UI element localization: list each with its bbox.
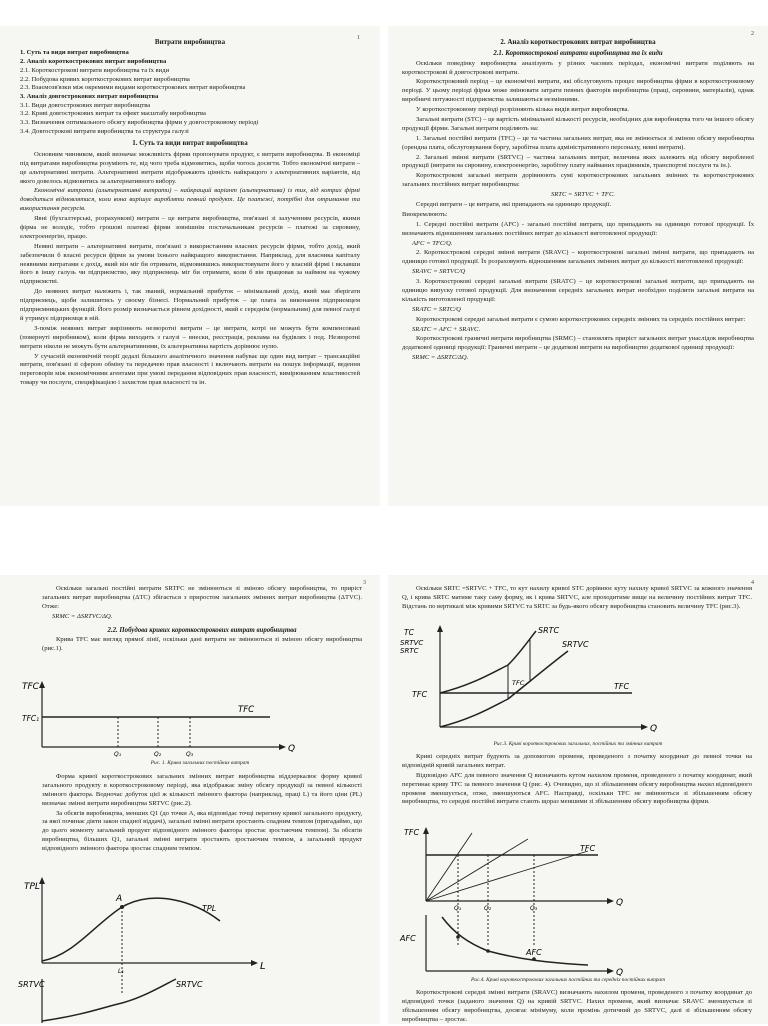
toc-item: 3.3. Визначення оптимального обсягу виробництва фірми у довгостроковому періоді bbox=[20, 119, 259, 127]
paragraph: Неявні витрати – альтернативні витрати, пов'язані з використанням власних ресурсів фірми, тобто дохід, який забезпечили б власні ресурси фірми за умови їхнього найкращого використання. Наприклад, для власника капіталу неявними витратами є дохід, який він міг би отримати, відмовившись використовувати його у власній фірмі і вклавши його в іншу галузь чи підприємство, яку підприємець міг би отримати, коли б він працював за наймом на чужому підприємстві. bbox=[20, 242, 360, 286]
toc-item: 3.1. Види довгострокових витрат виробництва bbox=[20, 101, 151, 109]
formula: SRTC = SRTVC + TFC. bbox=[550, 191, 616, 199]
ray-3 bbox=[426, 851, 588, 901]
list-item: 2. Короткострокові середні змінні витрати (SRAVC) – короткострокові загальні змінні витрати, що припадають на одиницю готової продукції. Їх розраховують відношенням загальних змінних витрат до кількості виготовленої продукції: bbox=[402, 249, 754, 266]
afc-point-1 bbox=[456, 935, 460, 939]
paragraph: 2. Загальні змінні витрати (SRTVC) – частина загальних витрат, величина яких залежить від обсягу виробленої продукції (витрати на сировину, електроенергію, заробітну плату найманих працівників, транспортні послуги та ін.). bbox=[402, 153, 754, 170]
y-label-tc: TC bbox=[404, 628, 414, 637]
toc-item: 2.3. Взаємозв'язки між окремими видами короткострокових витрат виробництва bbox=[20, 84, 246, 92]
subsection-title: 2.2. Побудова кривих короткострокових витрат виробництва bbox=[107, 626, 297, 634]
tick-q2: Q₂ bbox=[154, 751, 162, 758]
paragraph: У сучасній економічній теорії дедалі більшого аналітичного значення набуває ще один вид витрат – трансакційні витрати, пов'язані зі сферою обміну та передачею прав власності і включають витрати на пошук інформації, ведення переговорів між економічними агентами при умові передання відповідних прав власності, вимірюванням властивостей товару чи послуги, специфікацією і захистом прав власності та ін. bbox=[20, 352, 360, 387]
x-axis-arrow bbox=[279, 744, 286, 750]
paragraph: У короткостроковому періоді розрізняють кілька видів витрат виробництва. bbox=[416, 106, 630, 114]
page-number: 4 bbox=[751, 580, 754, 586]
paragraph: Короткострокові граничні витрати виробництва (SRMC) – становлять приріст загальних витрат унаслідок виробництва додаткової одиниці продукції: Граничні витрати – це додаткові витрати на виробництво додаткової одиниці продукції: bbox=[402, 335, 754, 352]
section-title: 2. Аналіз короткострокових витрат виробництва bbox=[500, 38, 656, 46]
paragraph: До неявних витрат належить і, так званий, нормальний прибуток – мінімальний дохід, який має зберігати підприємець, щоби залишитись у своєму бізнесі. Нормальний прибуток – це плата за виконання підприємцем підприємницьких функцій. Його розмір визначається рівнем дохідності, який є середнім (нормальним) для певної галузі й утримує підприємця в ній. bbox=[20, 288, 360, 322]
q2-axis-label: Q bbox=[616, 968, 624, 978]
figure-caption: Рис. 1. Крива загальних постійних витрат bbox=[150, 760, 250, 766]
srtc-label: SRTC bbox=[538, 626, 560, 635]
figure-caption: Рис.3. Криві короткострокових загальних, постійних та змінних витрат bbox=[493, 741, 663, 747]
tick-q1: Q₁ bbox=[114, 751, 122, 758]
tfc1-label: TFC₁ bbox=[22, 714, 40, 723]
srtvc-curve bbox=[42, 979, 176, 1021]
tfc-right-label: TFC bbox=[614, 682, 630, 691]
tick-q1: Q₁ bbox=[454, 905, 462, 912]
paragraph: Загальні витрати (STC) – це вартість мінімальної кількості ресурсів, необхідних для виробництва того чи іншого обсягу продукції фірми. Загальні витрати поділяють на: bbox=[402, 115, 754, 132]
l1-tick: L₁ bbox=[118, 968, 124, 975]
formula: SRATC = AFC + SRAVC. bbox=[412, 325, 481, 333]
srtvc-curve-label: SRTVC bbox=[176, 980, 203, 989]
tp-curve-label: TPL bbox=[202, 904, 217, 913]
y-axis-label: TFC bbox=[22, 682, 39, 692]
figure-caption: Рис.4. Криві короткострокових загальних постійних та середніх постійних витрат bbox=[470, 977, 666, 983]
tp-curve bbox=[42, 898, 220, 961]
page-2 bbox=[388, 26, 768, 506]
section-title: 1. Суть та види витрат виробництва bbox=[132, 139, 248, 148]
ray-1 bbox=[426, 833, 472, 901]
list-item: 3. Короткострокові середні загальні витрати (SRATC) – це короткострокові загальні витрати, що припадають на одиницю випуску готової продукції. Для визначення середніх загальних витрат необхідно поділити загальні витрати на кількість виготовленої продукції: bbox=[402, 278, 754, 303]
x-axis-arrow bbox=[641, 724, 648, 730]
afc-axis-label: AFC bbox=[400, 934, 416, 943]
tick-q2: Q₂ bbox=[484, 905, 492, 912]
l-axis-label: L bbox=[260, 961, 266, 972]
page-3 bbox=[0, 575, 380, 1024]
paragraph: З-поміж неявних витрат вирізняють незворотні витрати – це витрати, котрі не можуть бути компенсовані (повернуті виробником), коли фірма виходить з галузі – внески, реєстрація, реклама на будівлях і под. Незворотні витрати ніколи не можуть бути альтернативними, їх альтернативна вартість дорівнює нулю. bbox=[20, 324, 360, 350]
paragraph: Короткострокові середні змінні витрати (SRAVC) визначають нахилом променя, проведеного з початку координат до відповідної точки (заданого значення Q) на кривій SRTVC. Нахил променя, який визначає SRAVC зменшується зі збільшенням обсягу виробництва, досягає мінімуму, коли промінь дотичний до SRTVC, далі зі збільшенням обсягу виробництва – зростає. bbox=[402, 989, 752, 1023]
toc-item: 3.4. Довгострокові витрати виробництва та структура галузі bbox=[20, 127, 189, 135]
tfc-axis-label: TFC bbox=[404, 828, 420, 837]
formula: SRAVC = SRTVC/Q bbox=[412, 268, 466, 276]
toc-item: 3.2. Криві довгострокових витрат та ефект масштабу виробництва bbox=[20, 110, 206, 118]
subsection-title: 2.1. Короткострокові витрати виробництва та їх види bbox=[493, 50, 663, 58]
paragraph: Короткостроковий період – це економічні витрати, які обслуговують процес виробництва фірми в короткостроковому періоді. У цьому періоді фірма може змінювати затрати певних факторів виробництва (праці, сировини, матеріалів), однак виробничі потужності підприємства залишаються незмінними. bbox=[402, 78, 754, 104]
formula: SRMC = ΔSRTC/ΔQ. bbox=[412, 354, 469, 362]
srtvc-label: SRTVC bbox=[562, 640, 589, 649]
tfc-mid-label: TFC bbox=[512, 679, 525, 687]
srtvc-curve bbox=[440, 651, 568, 727]
tp-axis-label: TPL bbox=[24, 882, 40, 892]
paragraph: Середні витрати – це витрати, які припадають на одиницю продукції. bbox=[416, 200, 612, 208]
afc-curve bbox=[442, 917, 588, 965]
paragraph: За обсягів виробництва, менших Q1 (до точки A, яка відповідає точці перегину кривої загального продукту, за якої починає діяти закон спадної віддачі), загальні змінні витрати зростають спадним темпом (пригадаймо, що до цього моменту загальний продукт відповідного змінного фактора зростає зростаючим темпом). За обсягів виробництва, більших Q1, загальні змінні витрати зростають зростаючим темпом, а загальний продукт відповідного змінного фактора зростає спадним темпом. bbox=[42, 809, 362, 853]
paragraph: Оскільки SRTC =SRTVC + TFC, то кут нахилу кривої STC дорівнює куту нахилу кривої SRTVC за кожного значення Q, і крива SRTC матиме таку саму форму, як і крива SRTVC, але проходитиме вище на величину постійних витрат TFC. Відстань по вертикалі між кривими SRTVC та SRTC за будь-якого обсягу виробництва становить величину TFC (рис.3). bbox=[402, 585, 752, 610]
paragraph: Основним чинником, який визначає можливість фірми пропонувати продукт, є витрати виробництва. В економіці під витратами виробництва розуміють те, від чого треба відмовитись, щоби чогось досягти. Тобто економічні витрати – це альтернативні витрати. Альтернативні витрати відображають цінність найкращого з альтернативних варіантів, від якого довелось відмовитись за альтернативного вибору. bbox=[20, 150, 360, 185]
tfc-left-label: TFC bbox=[412, 690, 428, 699]
paragraph: Короткострокові середні загальні витрати є сумою короткострокових середніх змінних та середніх постійних витрат: bbox=[416, 315, 746, 323]
page-4 bbox=[388, 575, 768, 1024]
srtvc-axis-label: SRTVC bbox=[18, 980, 45, 989]
paragraph: Виокремлюють: bbox=[402, 210, 448, 218]
toc-item: 2. Аналіз короткострокових витрат виробництва bbox=[20, 58, 167, 66]
tfc-x-arrow bbox=[607, 898, 614, 904]
y-axis-arrow bbox=[437, 625, 443, 632]
paragraph: Оскільки поведінку виробництва аналізують у різних часових періодах, економічні витрати поділяють на короткострокові й довгострокові витрати. bbox=[402, 59, 754, 76]
formula: SRATC = SRTC/Q bbox=[412, 305, 461, 313]
toc-item: 2.2. Побудова кривих короткострокових витрат виробництва bbox=[20, 75, 190, 83]
x-axis-label: Q bbox=[650, 724, 658, 734]
point-a-label: A bbox=[116, 894, 123, 904]
q-axis-label: Q bbox=[616, 898, 624, 908]
paragraph: Криві середніх витрат будують за допомогою променя, проведеного з початку координат до певної точки на відповідній кривій загальних витрат. bbox=[402, 753, 752, 769]
formula: AFC = TFC/Q. bbox=[412, 239, 453, 247]
afc-point-2 bbox=[486, 949, 490, 953]
page-number: 2 bbox=[751, 31, 754, 37]
tick-q3: Q₃ bbox=[186, 751, 194, 758]
page-number: 3 bbox=[363, 580, 366, 586]
y-axis-arrow bbox=[39, 681, 45, 688]
figure-1-tfc-chart bbox=[22, 679, 360, 759]
toc-item: 2.1. Короткострокові витрати виробництва та їх види bbox=[20, 66, 170, 74]
toc-item: 1. Суть та види витрат виробництва bbox=[20, 49, 129, 57]
toc-item: 3. Аналіз довгострокових витрат виробництва bbox=[20, 92, 159, 100]
figure-3-tc-chart bbox=[402, 623, 662, 739]
paragraph: Економічні витрати (альтернативні витрати) – найкращий варіант (альтернатива) із тих, від котрих фірмі доводиться відмовлятися, коли вона вирішує виробляти певний продукт. Це платежі, потрібні для отримання та використання ресурсів. bbox=[20, 187, 360, 213]
figure-4-tfc-afc-chart bbox=[398, 825, 658, 978]
curve-label: TFC bbox=[238, 705, 255, 715]
paragraph: 1. Загальні постійні витрати (TFC) – це та частина загальних витрат, яка не змінюється зі зміною обсягу виробництва (орендна плата, обслуговування боргу, заробітна плата адміністративного персоналу, невні витрати). bbox=[402, 134, 754, 151]
y-label-srtc: SRTC bbox=[400, 647, 419, 655]
tfc-y-arrow bbox=[423, 827, 429, 834]
tick-q3: Q₃ bbox=[530, 905, 538, 912]
paragraph: Короткострокові загальні витрати дорівнюють сумі короткострокових загальних змінних та короткострокових загальних постійних витрат виробництва: bbox=[402, 172, 754, 189]
y-label-srtvc: SRTVC bbox=[400, 639, 424, 647]
list-item: 1. Середні постійні витрати (AFC) - загальні постійні витрати, що припадають на одиницю готової продукції. Їх визначають відношенням загальних постійних витрат до кількості виготовленої продукції: bbox=[402, 220, 754, 237]
page-1 bbox=[0, 26, 380, 506]
page-number: 1 bbox=[357, 35, 360, 41]
ray-2 bbox=[426, 839, 528, 901]
afc-curve-label: AFC bbox=[526, 948, 542, 957]
paragraph: Оскільки загальні постійні витрати SRTFC не змінюються зі зміною обсягу виробництва, то приріст загальних витрат виробництва (ΔTC) збігається з приростом загальних змінних витрат виробництва (ΔTVC). Отже: bbox=[42, 585, 362, 610]
formula: SRMC = ΔSRTVC/ΔQ. bbox=[52, 612, 113, 620]
tp-x-arrow bbox=[251, 960, 258, 966]
paragraph: Форма кривої короткострокових загальних змінних витрат виробництва віддзеркалює форму кривої загального продукту в короткостроковому періоді, яка відображає зміну обсягу продукції за певної кількості змінного фактора. Водночас добуток цієї ж кількості змінного фактора (наприклад, праці L) та його ціни (PL) визначає змінні витрати виробництва SRTVC (рис.2). bbox=[42, 773, 362, 807]
document-title: Витрати виробництва bbox=[154, 38, 226, 46]
paragraph: Відповідно AFC для певного значення Q визначають кутом нахилом променя, проведеного з початку координат, який перетинає криву TFC за певного значення Q (рис. 4). Очевидно, що зі збільшенням обсягу виробництва нахил відповідного променя зменшується, отже, зменшуються AFC. Насправді, оскільки TFC не змінюються зі збільшенням обсягу виробництва, то середні постійні витрати стають щораз меншими зі збільшенням обсягу виробництва фірми. bbox=[402, 771, 752, 806]
afc-point-3 bbox=[532, 957, 536, 961]
tfc-curve-label: TFC bbox=[580, 844, 596, 853]
paragraph: Крива TFC має вигляд прямої лінії, оскільки дані витрати не змінюються зі зміною обсягу виробництва (рис.1). bbox=[42, 635, 362, 652]
paragraph: Явні (бухгалтерські, розрахункові) витрати – це витрати виробництва, пов'язані зі залученням ресурсів, якими фірма не володіє, тобто грошові платежі фірми зовнішнім постачальникам ресурсів – платежі за сировину, електроенергію, працю. bbox=[20, 215, 360, 240]
table-of-contents bbox=[20, 49, 360, 136]
x-axis-label: Q bbox=[288, 744, 296, 754]
afc-x-arrow bbox=[607, 968, 614, 974]
figure-2-tp-srtvc-chart bbox=[18, 875, 324, 1023]
